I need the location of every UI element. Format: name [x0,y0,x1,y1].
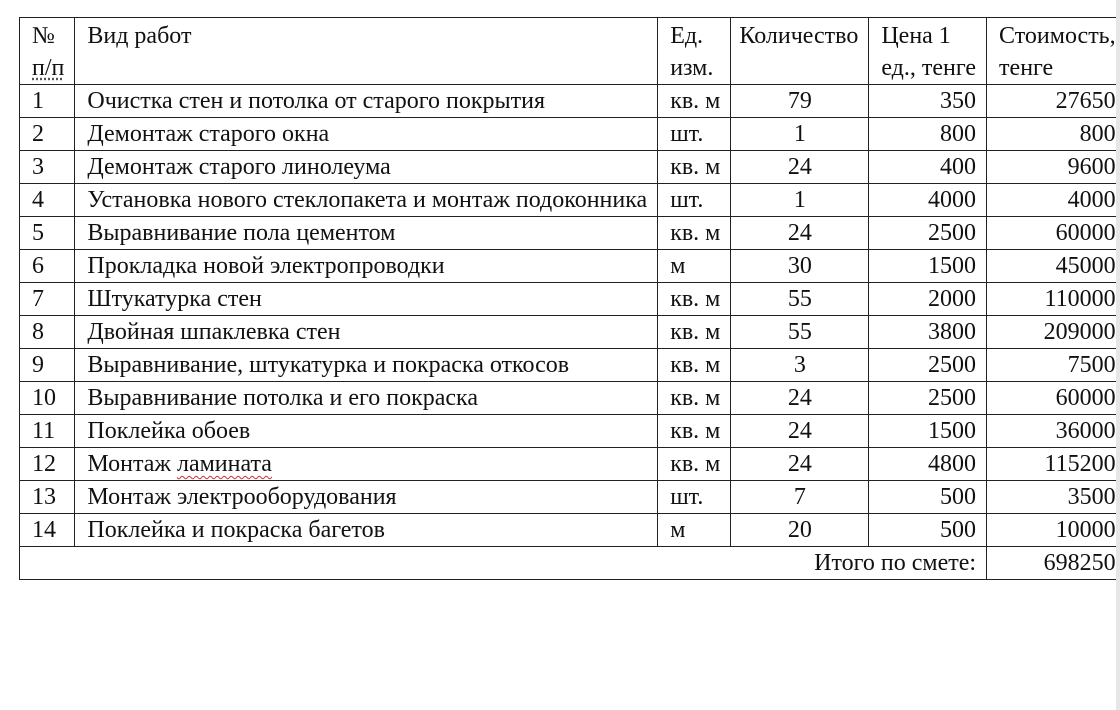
header-num: № п/п [20,18,75,85]
row-cost: 60000 [987,382,1120,415]
row-num: 7 [20,283,75,316]
row-price: 1500 [869,415,987,448]
row-qty: 20 [731,514,869,547]
row-cost: 3500 [987,481,1120,514]
row-work: Штукатурка стен [75,283,658,316]
row-qty: 24 [731,415,869,448]
table-row [20,118,1120,151]
header-qty: Количество [731,18,869,85]
row-unit: кв. м [658,283,731,316]
total-label: Итого по смете: [20,547,987,580]
header-cost: Стоимость, тенге [987,18,1120,85]
row-cost: 4000 [987,184,1120,217]
row-price: 4000 [869,184,987,217]
row-work: Прокладка новой электропроводки [75,250,658,283]
table-row [20,151,1120,184]
table-row [20,316,1120,349]
row-cost: 110000 [987,283,1120,316]
table-row [20,85,1120,118]
row-unit: кв. м [658,151,731,184]
row-work-prefix: Монтаж [87,451,177,477]
table-row [20,250,1120,283]
row-num: 9 [20,349,75,382]
row-price: 2500 [869,382,987,415]
row-qty: 3 [731,349,869,382]
row-qty: 79 [731,85,869,118]
row-unit: кв. м [658,382,731,415]
row-num: 8 [20,316,75,349]
row-unit: шт. [658,118,731,151]
row-unit: кв. м [658,316,731,349]
table-row [20,283,1120,316]
row-num: 4 [20,184,75,217]
row-price: 1500 [869,250,987,283]
row-price: 400 [869,151,987,184]
row-cost: 7500 [987,349,1120,382]
row-cost: 10000 [987,514,1120,547]
row-num: 3 [20,151,75,184]
row-unit: м [658,514,731,547]
header-price: Цена 1 ед., тенге [869,18,987,85]
row-price: 4800 [869,448,987,481]
row-num: 11 [20,415,75,448]
row-price: 2500 [869,217,987,250]
row-price: 500 [869,514,987,547]
row-unit: кв. м [658,85,731,118]
row-work: Монтаж электрооборудования [75,481,658,514]
row-unit: шт. [658,481,731,514]
row-work: Выравнивание, штукатурка и покраска откосов [75,349,658,382]
row-cost: 36000 [987,415,1120,448]
row-qty: 24 [731,448,869,481]
row-price: 350 [869,85,987,118]
row-price: 2500 [869,349,987,382]
row-num: 2 [20,118,75,151]
table-row [20,514,1120,547]
row-work: Установка нового стеклопакета и монтаж подоконника [75,184,658,217]
table-row [20,448,1120,481]
row-cost: 45000 [987,250,1120,283]
table-row [20,184,1120,217]
row-price: 500 [869,481,987,514]
row-work: Выравнивание пола цементом [75,217,658,250]
row-work [75,448,658,481]
row-work: Выравнивание потолка и его покраска [75,382,658,415]
row-cost: 27650 [987,85,1120,118]
row-qty: 55 [731,316,869,349]
row-num: 14 [20,514,75,547]
row-unit: м [658,250,731,283]
table-row [20,415,1120,448]
estimate-table [19,17,1120,580]
row-unit: кв. м [658,448,731,481]
row-work: Поклейка и покраска багетов [75,514,658,547]
row-qty: 24 [731,382,869,415]
row-cost: 115200 [987,448,1120,481]
total-row [20,547,1120,580]
row-qty: 7 [731,481,869,514]
row-num: 13 [20,481,75,514]
row-num: 5 [20,217,75,250]
row-work: Демонтаж старого окна [75,118,658,151]
row-unit: кв. м [658,349,731,382]
row-work: Двойная шпаклевка стен [75,316,658,349]
table-row [20,382,1120,415]
row-qty: 24 [731,151,869,184]
row-work: Демонтаж старого линолеума [75,151,658,184]
table-header-row [20,18,1120,85]
total-value: 698250 [987,547,1120,580]
row-cost: 60000 [987,217,1120,250]
row-num: 12 [20,448,75,481]
row-price: 800 [869,118,987,151]
row-qty: 55 [731,283,869,316]
row-qty: 30 [731,250,869,283]
row-qty: 1 [731,118,869,151]
row-work: Очистка стен и потолка от старого покрытия [75,85,658,118]
row-cost: 209000 [987,316,1120,349]
row-work: Поклейка обоев [75,415,658,448]
row-cost: 800 [987,118,1120,151]
row-price: 2000 [869,283,987,316]
table-row [20,349,1120,382]
row-qty: 1 [731,184,869,217]
row-unit: кв. м [658,415,731,448]
header-work: Вид работ [75,18,658,85]
row-cost: 9600 [987,151,1120,184]
table-row [20,217,1120,250]
row-num: 1 [20,85,75,118]
page-edge [1116,0,1120,710]
row-unit: кв. м [658,217,731,250]
row-unit: шт. [658,184,731,217]
row-qty: 24 [731,217,869,250]
table-row [20,481,1120,514]
row-num: 6 [20,250,75,283]
row-work-spellcheck-word: ламината [176,451,272,477]
row-price: 3800 [869,316,987,349]
row-num: 10 [20,382,75,415]
header-unit: Ед. изм. [658,18,731,85]
